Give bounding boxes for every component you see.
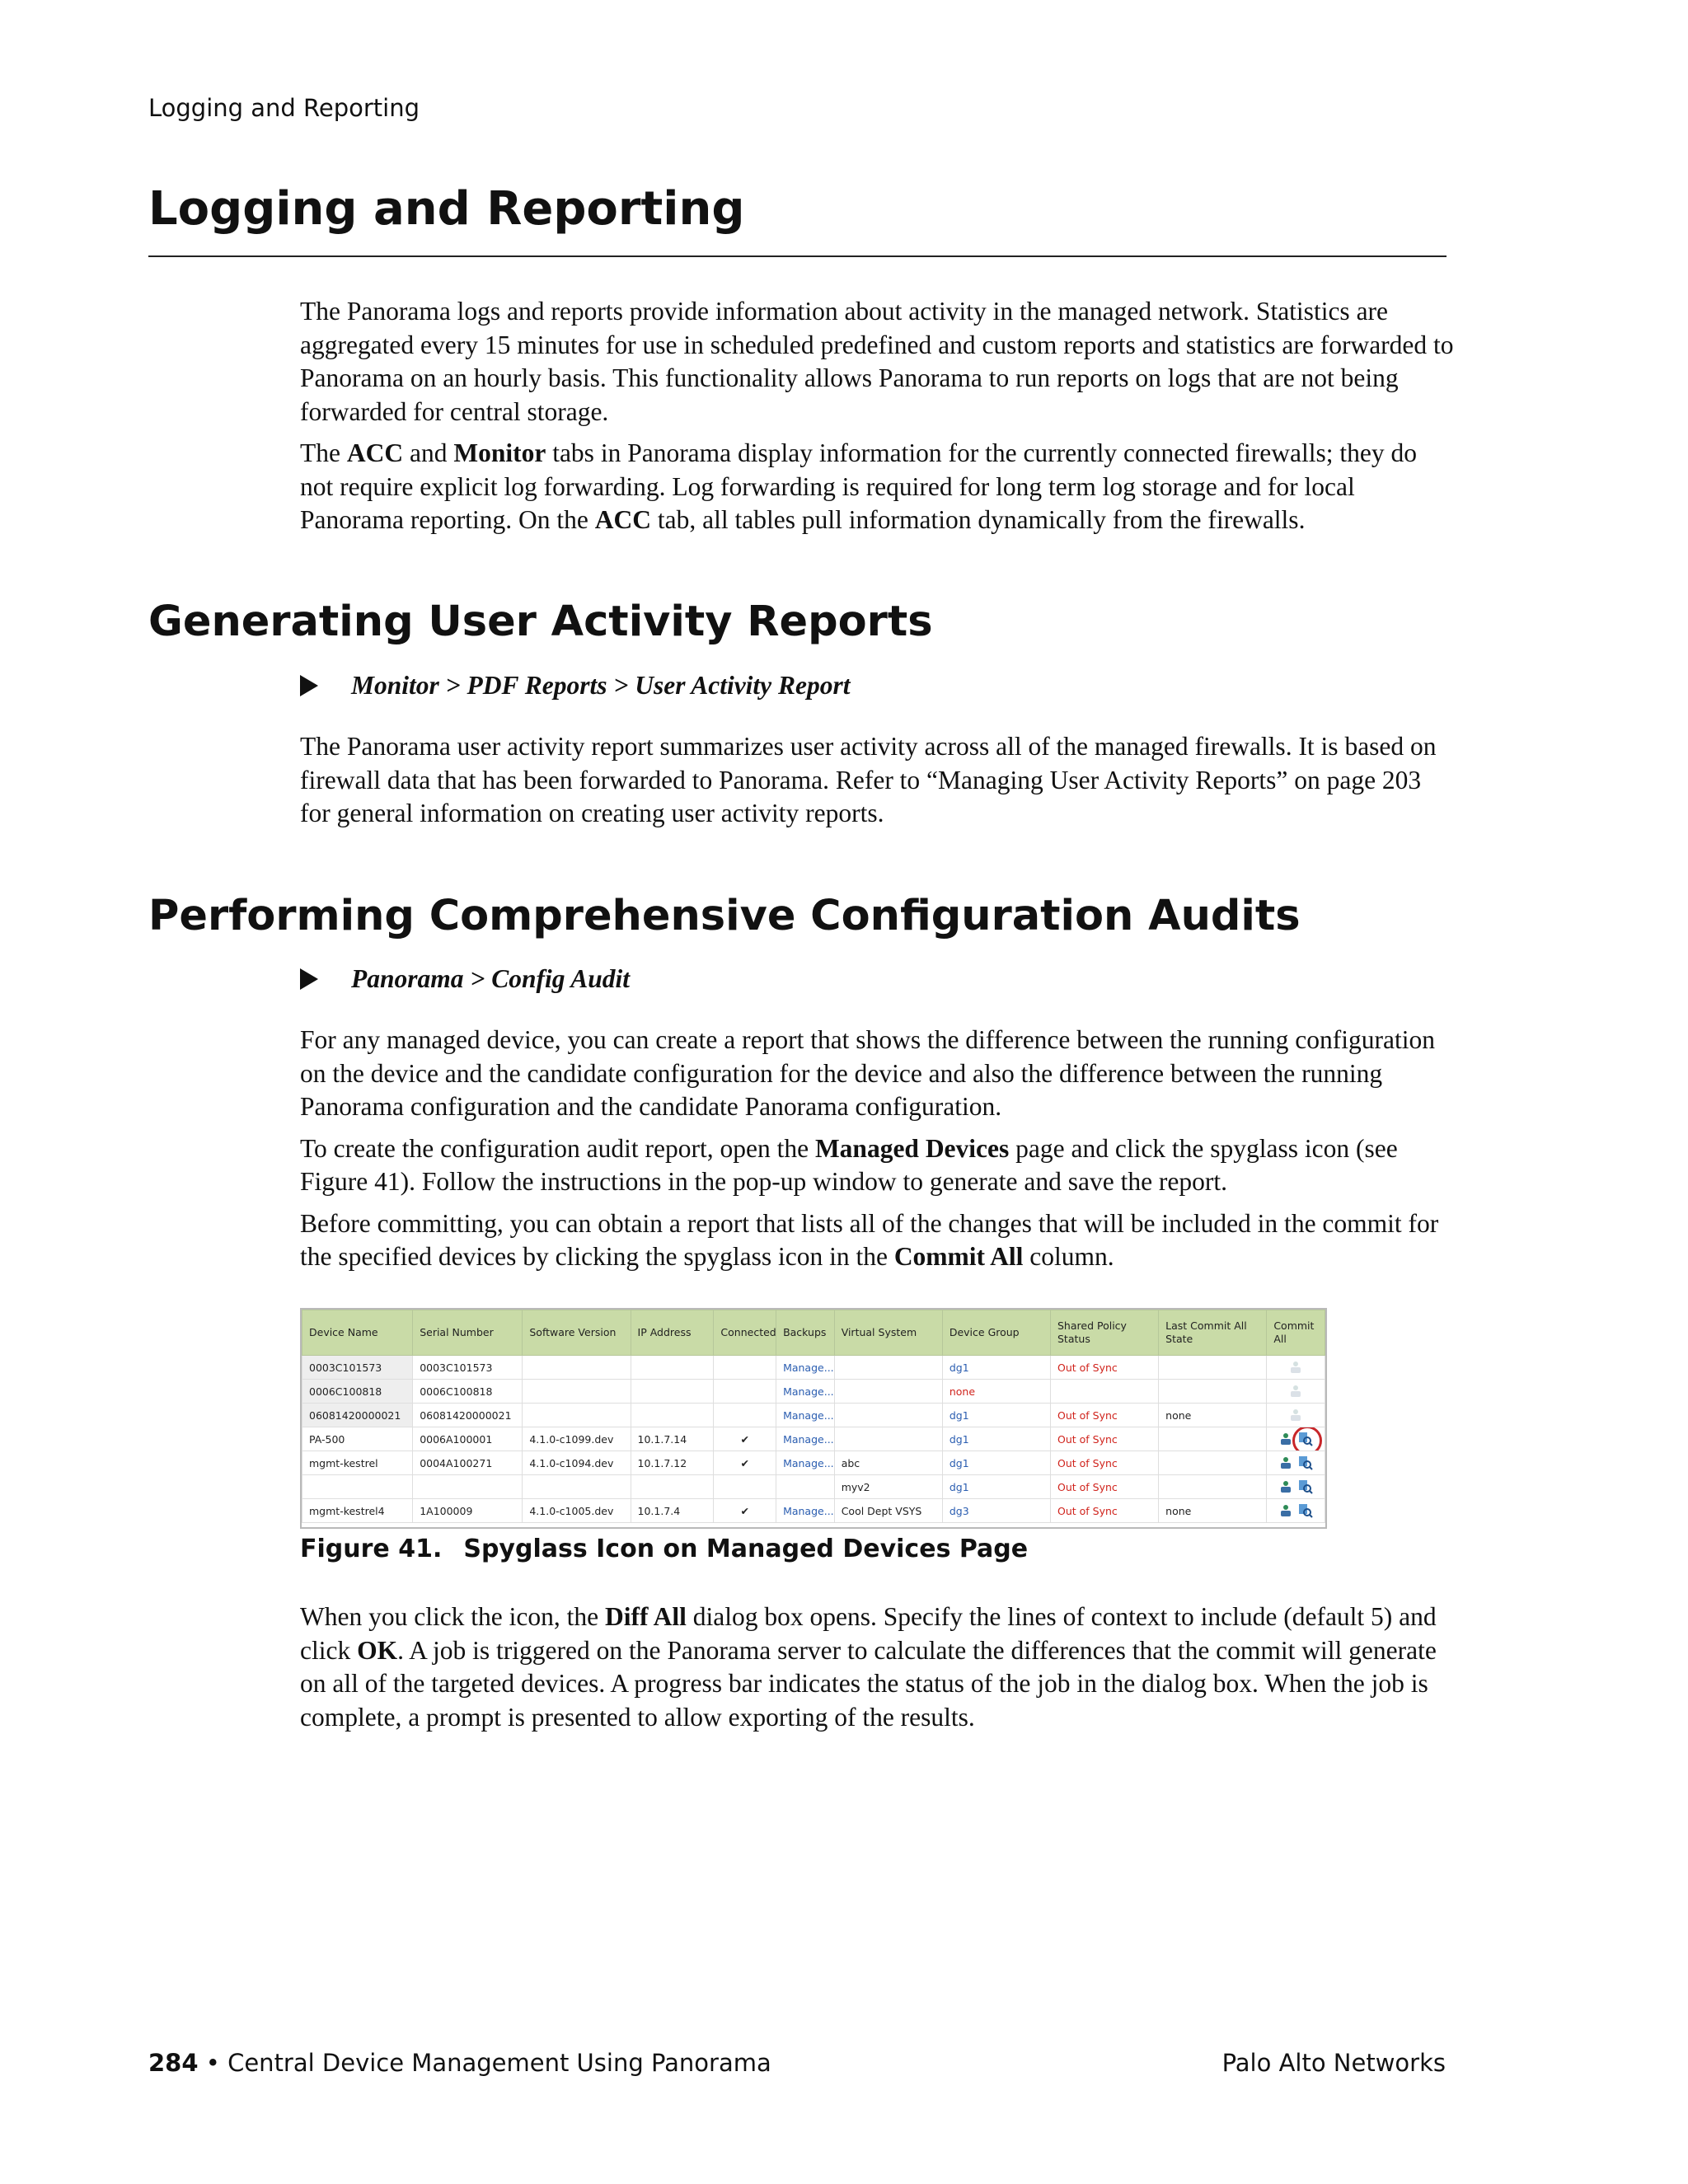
serial-cell: 0006A100001 [413, 1427, 523, 1451]
serial-cell: 0003C101573 [413, 1356, 523, 1380]
device-name-cell: PA-500 [302, 1427, 413, 1451]
device-name-cell [302, 1475, 413, 1499]
serial-cell: 06081420000021 [413, 1404, 523, 1427]
column-header[interactable]: Connected [714, 1310, 776, 1356]
policy-status-cell: Out of Sync [1051, 1427, 1159, 1451]
backups-link[interactable]: Manage... [776, 1404, 835, 1427]
policy-status-cell: Out of Sync [1051, 1404, 1159, 1427]
table-row[interactable] [302, 1475, 1325, 1499]
commit-icon[interactable] [1288, 1360, 1303, 1375]
commit-icon[interactable] [1278, 1479, 1293, 1494]
device-group-link[interactable]: dg1 [942, 1427, 1050, 1451]
device-name-cell: 06081420000021 [302, 1404, 413, 1427]
config-audit-heading: Performing Comprehensive Configuration Audits [148, 892, 1301, 940]
user-activity-nav-text: Monitor > PDF Reports > User Activity Report [351, 671, 851, 700]
user-activity-nav-path [300, 671, 851, 701]
config-audit-paragraph-3: Before committing, you can obtain a report that lists all of the changes that will be included in the commit for the specified devices by clicking the spyglass icon in the Commit All column. [300, 1208, 1439, 1271]
vsys-cell [834, 1356, 942, 1380]
ip-cell: 10.1.7.4 [631, 1499, 714, 1523]
user-activity-paragraph: The Panorama user activity report summarizes user activity across all of the managed firewalls. It is based on firewall data that has been forwarded to Panorama. Refer to “Managing User Activity Reports” on page 203 for general information on creating user activity reports. [300, 732, 1437, 827]
column-header[interactable]: Commit All [1267, 1310, 1325, 1356]
highlight-circle [1292, 1427, 1322, 1451]
figure-caption [300, 1535, 1028, 1563]
user-activity-text [300, 730, 1454, 839]
vsys-cell [834, 1380, 942, 1404]
vsys-cell: myv2 [834, 1475, 942, 1499]
intro-paragraph-1: The Panorama logs and reports provide information about activity in the managed network. Statistics are aggregated every 15 minutes for use in scheduled predefined and custom reports and statistics are forwarded to Panorama on an hourly basis. This functionality allows Panorama to run reports on logs that are not being forwarded for central storage. [300, 297, 1454, 426]
column-header[interactable]: IP Address [631, 1310, 714, 1356]
commit-icon[interactable] [1288, 1384, 1303, 1399]
figure-title: Spyglass Icon on Managed Devices Page [463, 1535, 1029, 1563]
config-audit-paragraph-1: For any managed device, you can create a report that shows the difference between the running configuration on the device and the candidate configuration for the device and also the difference between the running Panorama configuration and the candidate Panorama configuration. [300, 1025, 1436, 1121]
commit-all-cell [1267, 1499, 1325, 1523]
config-audit-nav-text: Panorama > Config Audit [351, 964, 630, 993]
ip-cell: 10.1.7.12 [631, 1451, 714, 1475]
device-group-link[interactable]: dg1 [942, 1451, 1050, 1475]
serial-cell: 1A100009 [413, 1499, 523, 1523]
commit-icon[interactable] [1278, 1455, 1293, 1470]
policy-status-cell: Out of Sync [1051, 1499, 1159, 1523]
backups-link[interactable]: Manage... [776, 1380, 835, 1404]
connected-cell [714, 1404, 776, 1427]
connected-cell [714, 1356, 776, 1380]
connected-cell: ✔ [714, 1451, 776, 1475]
spyglass-icon[interactable] [1298, 1503, 1313, 1518]
serial-cell [413, 1475, 523, 1499]
vsys-cell: Cool Dept VSYS [834, 1499, 942, 1523]
policy-status-cell [1051, 1380, 1159, 1404]
column-header[interactable]: Shared Policy Status [1051, 1310, 1159, 1356]
last-commit-cell: none [1159, 1404, 1267, 1427]
commit-icon[interactable] [1278, 1503, 1293, 1518]
device-name-cell: mgmt-kestrel4 [302, 1499, 413, 1523]
device-group-link[interactable]: dg1 [942, 1404, 1050, 1427]
backups-link[interactable]: Manage... [776, 1427, 835, 1451]
vsys-cell: abc [834, 1451, 942, 1475]
column-header[interactable]: Backups [776, 1310, 835, 1356]
config-audit-text [300, 1024, 1454, 1282]
managed-devices-table [302, 1310, 1325, 1523]
vsys-cell [834, 1404, 942, 1427]
column-header[interactable]: Virtual System [834, 1310, 942, 1356]
policy-status-cell: Out of Sync [1051, 1451, 1159, 1475]
last-commit-cell [1159, 1380, 1267, 1404]
column-header[interactable]: Device Name [302, 1310, 413, 1356]
software-cell [523, 1380, 631, 1404]
last-commit-cell [1159, 1356, 1267, 1380]
policy-status-cell: Out of Sync [1051, 1475, 1159, 1499]
connected-cell: ✔ [714, 1427, 776, 1451]
intro-paragraph-2: The ACC and Monitor tabs in Panorama display information for the currently connected firewalls; they do not require explicit log forwarding. Log forwarding is required for long term log storage and for local Panorama reporting. On the ACC tab, all tables pull information dynamically from the firewalls. [300, 438, 1418, 534]
footer-bullet: • [198, 2049, 228, 2077]
table-row[interactable] [302, 1380, 1325, 1404]
ip-cell [631, 1404, 714, 1427]
ip-cell [631, 1475, 714, 1499]
spyglass-icon[interactable] [1298, 1479, 1313, 1494]
backups-link[interactable]: Manage... [776, 1499, 835, 1523]
spyglass-icon[interactable] [1298, 1432, 1313, 1446]
device-group-link[interactable]: dg3 [942, 1499, 1050, 1523]
last-commit-cell [1159, 1475, 1267, 1499]
footer-company: Palo Alto Networks [1221, 2049, 1446, 2077]
commit-icon[interactable] [1288, 1408, 1303, 1422]
ip-cell [631, 1380, 714, 1404]
software-cell [523, 1356, 631, 1380]
figure-number: Figure 41. [300, 1535, 443, 1563]
last-commit-cell [1159, 1427, 1267, 1451]
software-cell: 4.1.0-c1099.dev [523, 1427, 631, 1451]
arrow-right-icon [300, 968, 318, 990]
arrow-right-icon [300, 675, 318, 696]
column-header[interactable]: Serial Number [413, 1310, 523, 1356]
ip-cell [631, 1356, 714, 1380]
serial-cell: 0004A100271 [413, 1451, 523, 1475]
policy-status-cell: Out of Sync [1051, 1356, 1159, 1380]
table-row[interactable] [302, 1356, 1325, 1380]
software-cell [523, 1475, 631, 1499]
table-row[interactable] [302, 1499, 1325, 1523]
footer-chapter: Central Device Management Using Panorama [227, 2049, 771, 2077]
diff-all-paragraph: When you click the icon, the Diff All dialog box opens. Specify the lines of context to include (default 5) and click OK. A job is triggered on the Panorama server to calculate the differences that the commit will generate on all of the targeted devices. A progress bar indicates the status of the job in the dialog box. When the job is complete, a prompt is presented to allow exporting of the results. [300, 1602, 1437, 1732]
user-activity-heading: Generating User Activity Reports [148, 598, 933, 646]
footer-left [148, 2049, 771, 2077]
software-cell [523, 1404, 631, 1427]
column-header[interactable]: Last Commit All State [1159, 1310, 1267, 1356]
device-name-cell: 0003C101573 [302, 1356, 413, 1380]
config-audit-nav-path [300, 964, 630, 994]
intro-text [300, 295, 1454, 546]
commit-all-cell [1267, 1404, 1325, 1427]
config-audit-paragraph-2: To create the configuration audit report, open the Managed Devices page and click the spyglass icon (see Figure 41). Follow the instructions in the pop-up window to generate and save the report. [300, 1133, 1398, 1196]
column-header[interactable]: Device Group [942, 1310, 1050, 1356]
device-name-cell: mgmt-kestrel [302, 1451, 413, 1475]
backups-link[interactable] [776, 1475, 835, 1499]
vsys-cell [834, 1427, 942, 1451]
serial-cell: 0006C100818 [413, 1380, 523, 1404]
connected-cell [714, 1380, 776, 1404]
spyglass-icon[interactable] [1298, 1455, 1313, 1470]
last-commit-cell [1159, 1451, 1267, 1475]
table-row[interactable] [302, 1451, 1325, 1475]
running-header: Logging and Reporting [148, 94, 420, 122]
commit-all-cell [1267, 1475, 1325, 1499]
connected-cell [714, 1475, 776, 1499]
managed-devices-screenshot [300, 1308, 1327, 1529]
commit-all-cell [1267, 1356, 1325, 1380]
device-group-link[interactable]: dg1 [942, 1475, 1050, 1499]
software-cell: 4.1.0-c1094.dev [523, 1451, 631, 1475]
connected-cell: ✔ [714, 1499, 776, 1523]
commit-all-cell [1267, 1380, 1325, 1404]
last-commit-cell: none [1159, 1499, 1267, 1523]
software-cell: 4.1.0-c1005.dev [523, 1499, 631, 1523]
column-header[interactable]: Software Version [523, 1310, 631, 1356]
commit-icon[interactable] [1278, 1432, 1293, 1446]
commit-all-cell [1267, 1427, 1325, 1451]
table-row[interactable] [302, 1404, 1325, 1427]
device-group-link[interactable]: none [942, 1380, 1050, 1404]
table-header-row [302, 1310, 1325, 1356]
diff-all-text [300, 1601, 1454, 1742]
backups-link[interactable]: Manage... [776, 1451, 835, 1475]
backups-link[interactable]: Manage... [776, 1356, 835, 1380]
page-number: 284 [148, 2049, 199, 2077]
section-title: Logging and Reporting [148, 186, 1447, 257]
ip-cell: 10.1.7.14 [631, 1427, 714, 1451]
table-row[interactable] [302, 1427, 1325, 1451]
device-group-link[interactable]: dg1 [942, 1356, 1050, 1380]
device-name-cell: 0006C100818 [302, 1380, 413, 1404]
commit-all-cell [1267, 1451, 1325, 1475]
